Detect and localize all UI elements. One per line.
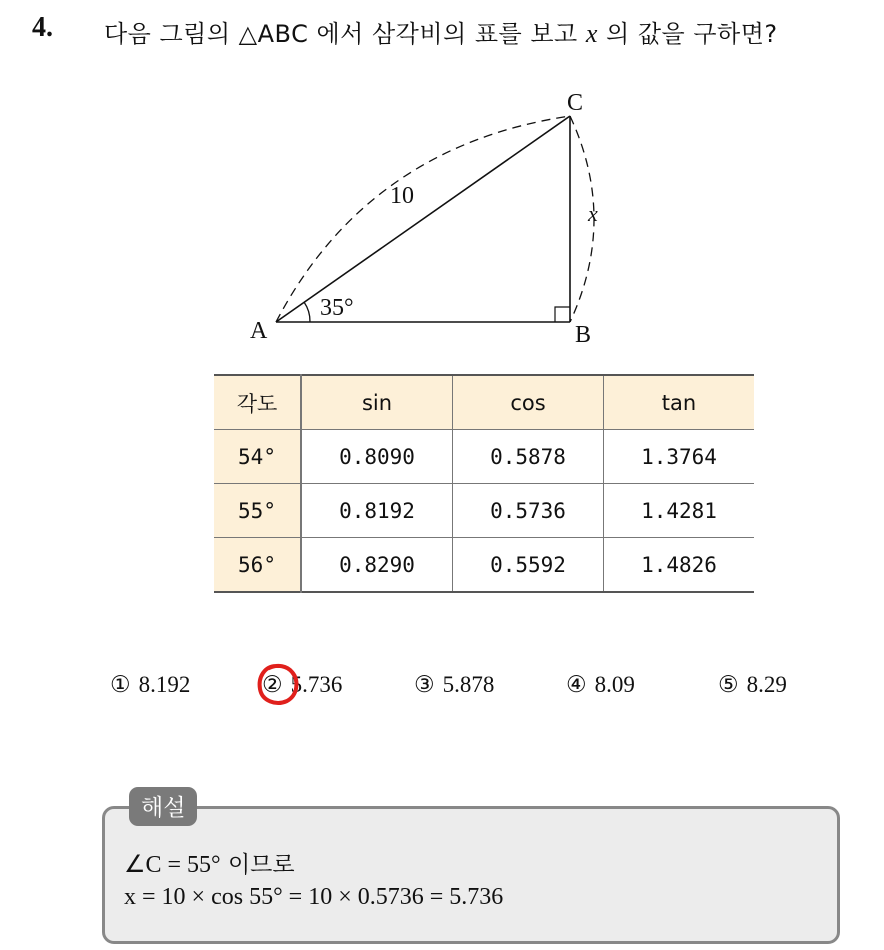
- table-cell: 1.4281: [604, 484, 755, 538]
- table-header-cell: cos: [453, 375, 604, 430]
- right-angle-mark: [555, 307, 570, 322]
- table-cell: 1.4826: [604, 538, 755, 593]
- table-cell: 54°: [214, 430, 301, 484]
- table-header-cell: tan: [604, 375, 755, 430]
- side-x-label: x: [588, 201, 598, 226]
- vertex-b-label: B: [575, 322, 592, 348]
- table-cell: 55°: [214, 484, 301, 538]
- question-text: [104, 14, 778, 49]
- choice-1[interactable]: [110, 672, 190, 698]
- choice-3[interactable]: [414, 672, 494, 698]
- table-header-cell: 각도: [214, 375, 301, 430]
- angle-label: 35°: [320, 295, 354, 321]
- table-cell: 0.5736: [453, 484, 604, 538]
- triangle-figure: [230, 86, 630, 356]
- table-cell: 0.5878: [453, 430, 604, 484]
- question-number: 4.: [32, 12, 53, 43]
- table-header-row: [214, 375, 754, 430]
- choice-number: ④: [566, 672, 587, 697]
- choice-value: 5.878: [442, 672, 495, 697]
- table-row: [214, 484, 754, 538]
- explanation-label: 해설: [129, 787, 197, 826]
- trig-table: [214, 374, 754, 593]
- table-row: [214, 538, 754, 593]
- choice-number: ②: [262, 672, 283, 697]
- choice-4[interactable]: [566, 672, 635, 698]
- hypotenuse-label: 10: [390, 183, 414, 209]
- choice-number: ③: [414, 672, 435, 697]
- question-variable: x: [585, 19, 598, 48]
- vertex-c-label: C: [567, 90, 584, 116]
- table-cell: 0.5592: [453, 538, 604, 593]
- choice-value: 5.736: [290, 672, 343, 697]
- table-cell: 1.3764: [604, 430, 755, 484]
- question-text-after: 의 값을 구하면?: [597, 20, 778, 48]
- choice-value: 8.09: [594, 672, 635, 697]
- side-ac: [276, 116, 570, 322]
- explanation-line-1-text: 이므로: [220, 852, 295, 878]
- question-text-before: 다음 그림의 △ABC 에서 삼각비의 표를 보고: [104, 20, 586, 48]
- explanation-line-1: [124, 846, 295, 879]
- choice-5[interactable]: [718, 672, 787, 698]
- selected-answer-circle-mark: [256, 662, 300, 708]
- choice-number: ⑤: [718, 672, 739, 697]
- choice-number: ①: [110, 672, 131, 697]
- table-cell: 0.8090: [301, 430, 453, 484]
- table-cell: 0.8290: [301, 538, 453, 593]
- choice-value: 8.192: [138, 672, 191, 697]
- angle-arc: [304, 302, 310, 322]
- table-cell: 0.8192: [301, 484, 453, 538]
- vertex-a-label: A: [250, 318, 268, 344]
- table-header-cell: sin: [301, 375, 453, 430]
- table-row: [214, 430, 754, 484]
- explanation-line-2: x = 10 × cos 55° = 10 × 0.5736 = 5.736: [124, 884, 504, 910]
- table-cell: 56°: [214, 538, 301, 593]
- explanation-line-1-math: ∠C = 55°: [124, 852, 221, 878]
- choice-value: 8.29: [746, 672, 787, 697]
